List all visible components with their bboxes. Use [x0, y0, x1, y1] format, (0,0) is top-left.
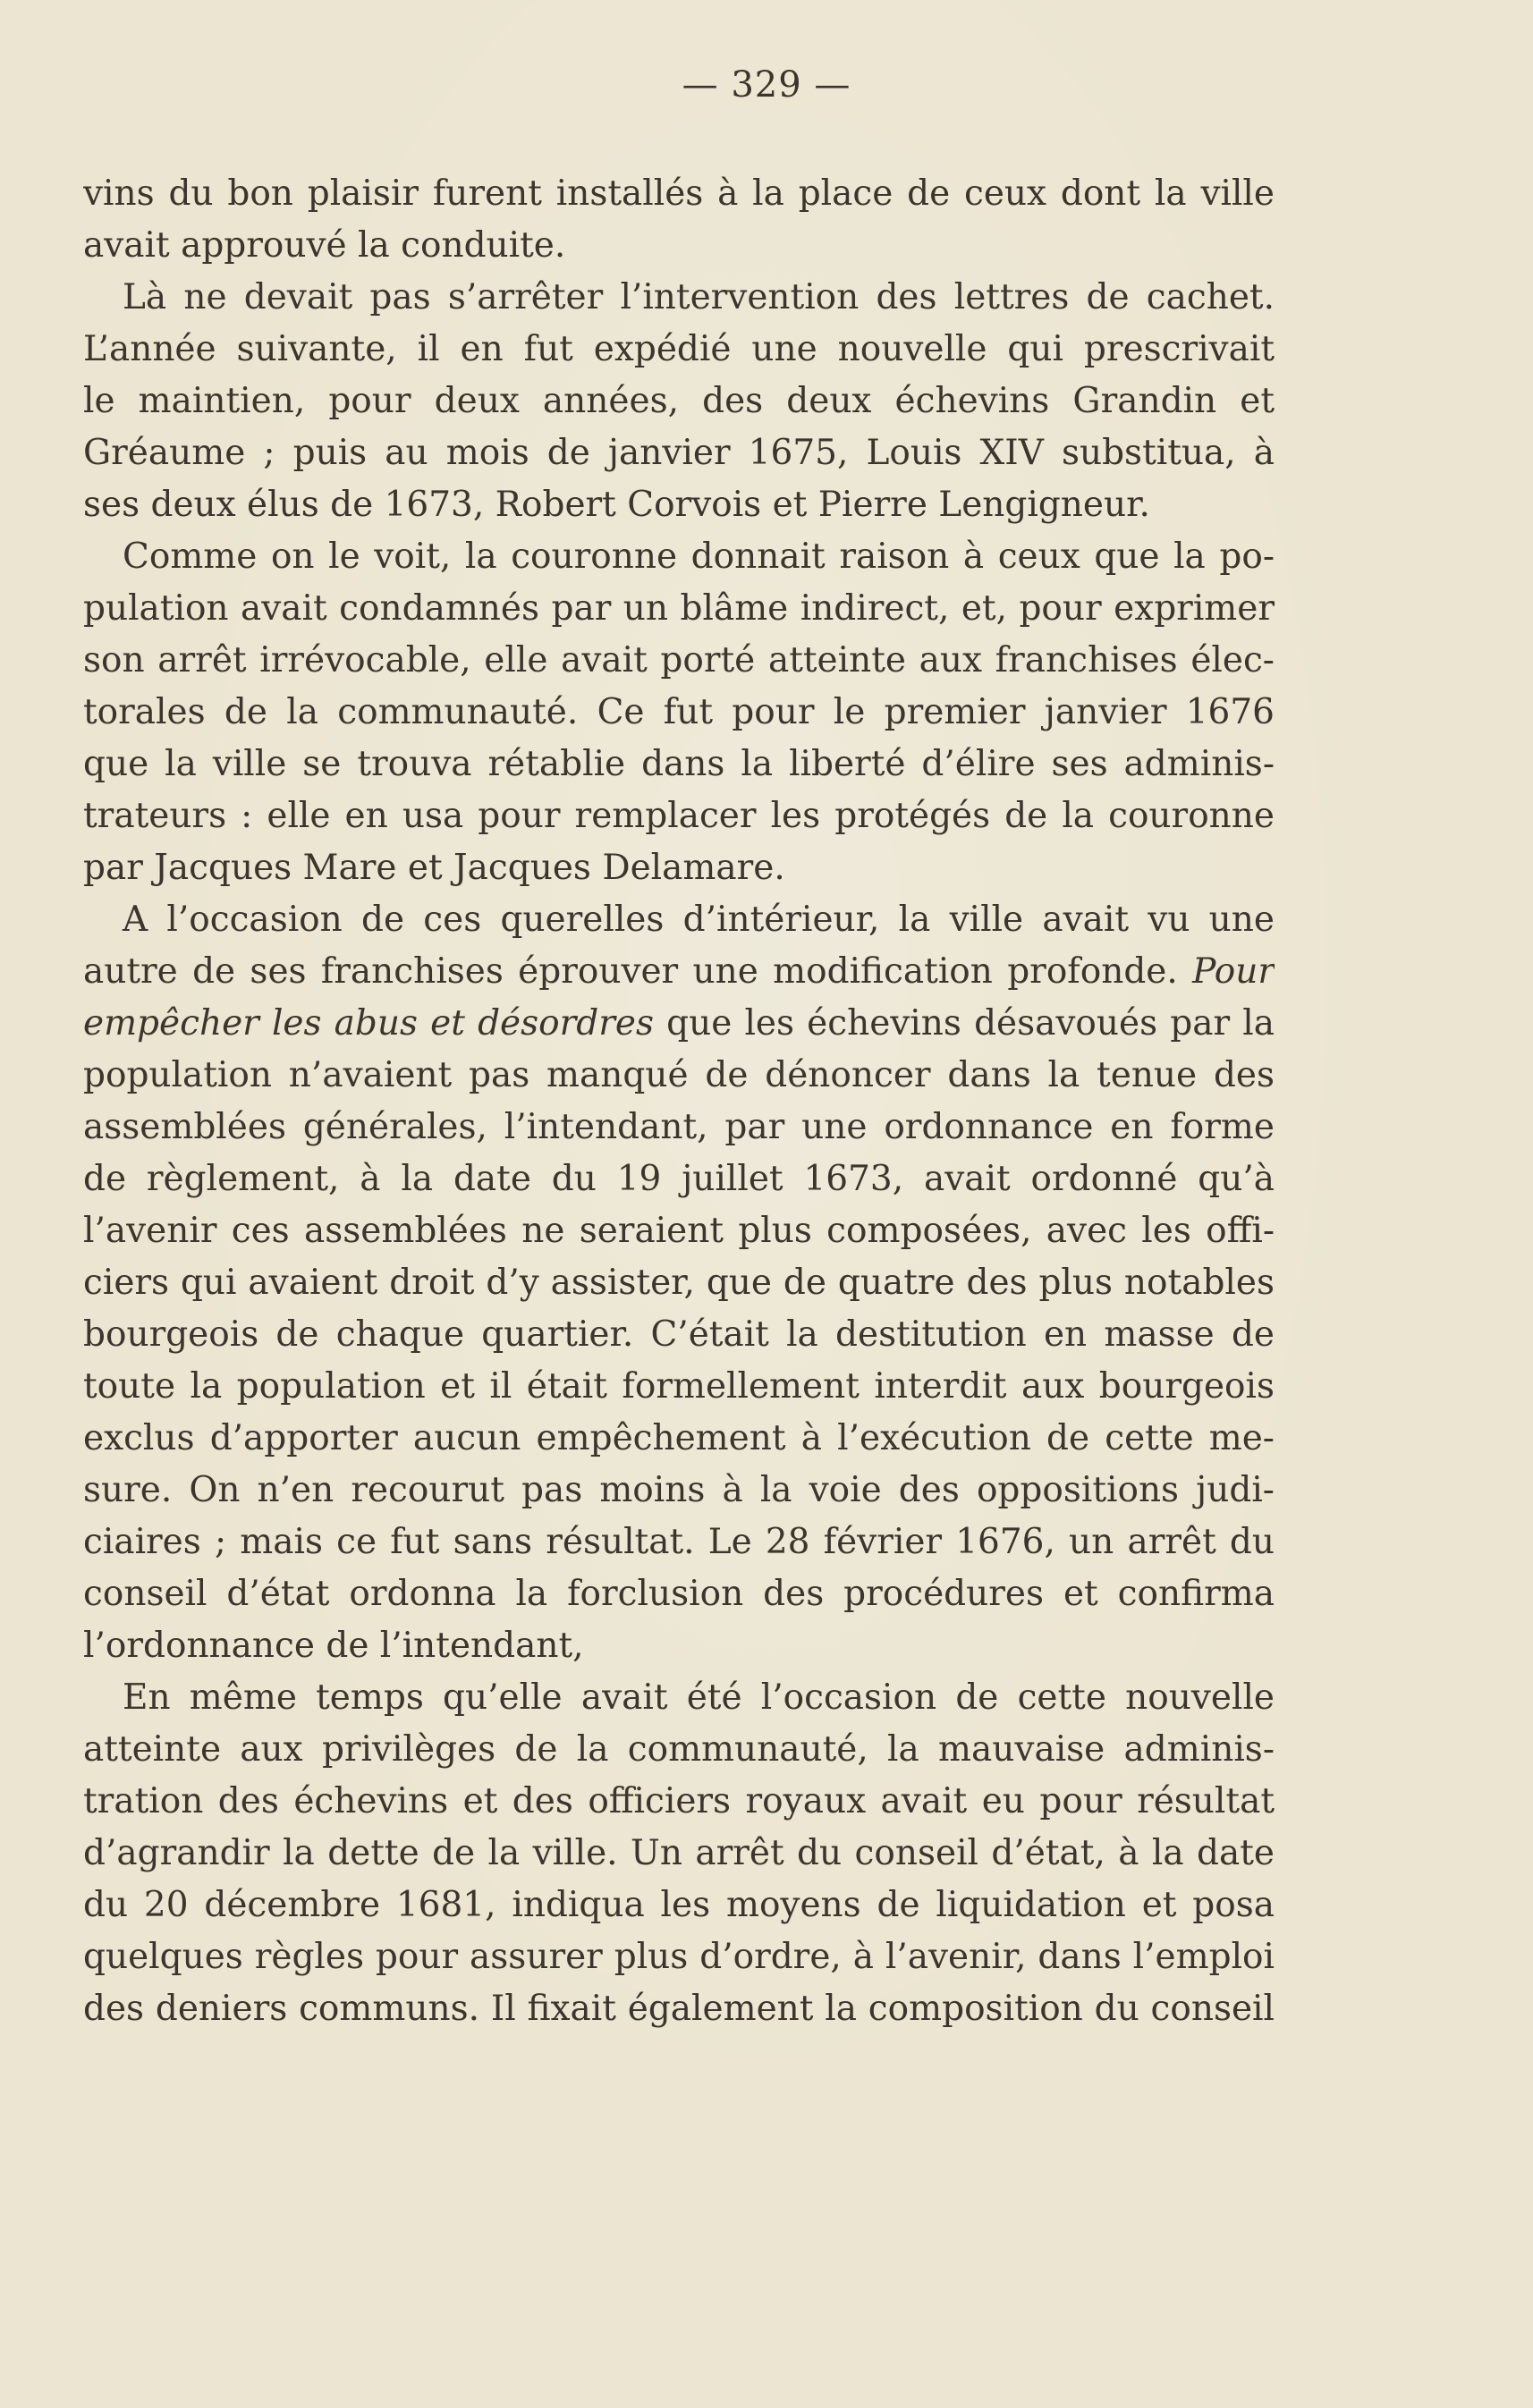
text-line: atteinte aux privilèges de la communauté, la mauvaise adminis-: [83, 1729, 1275, 1770]
italic-text-run: empêcher les abus et désordres: [83, 1003, 654, 1043]
text-line: ciers qui avaient droit d’y assister, que de quatre des plus notables: [83, 1263, 1275, 1303]
italic-text-run: Pour: [1192, 951, 1275, 992]
paragraph-start-line: Là ne devait pas s’arrêter l’intervention des lettres de cachet.: [123, 277, 1275, 317]
text-line: toute la population et il était formellement interdit aux bourgeois: [83, 1366, 1275, 1407]
text-line: [83, 946, 1275, 998]
text-line: [83, 998, 1275, 1050]
text-line: que la ville se trouva rétablie dans la liberté d’élire ses adminis-: [83, 744, 1275, 784]
text-run: A l’occasion de ces querelles d’intérieur, la ville avait vu une: [123, 900, 1275, 940]
text-line: par Jacques Mare et Jacques Delamare.: [83, 848, 785, 888]
text-line: L’année suivante, il en fut expédié une nouvelle qui prescrivait: [83, 329, 1275, 369]
text-run: autre de ses franchises éprouver une modification profonde.: [83, 951, 1193, 992]
text-line: pulation avait condamnés par un blâme indirect, et, pour exprimer: [83, 588, 1275, 629]
text-line: l’avenir ces assemblées ne seraient plus composées, avec les offi-: [83, 1211, 1275, 1251]
text-line: torales de la communauté. Ce fut pour le premier janvier 1676: [83, 692, 1275, 732]
text-line: quelques règles pour assurer plus d’ordre, à l’avenir, dans l’emploi: [83, 1937, 1275, 1977]
text-line: ciaires ; mais ce fut sans résultat. Le 28 février 1676, un arrêt du: [83, 1522, 1275, 1562]
text-line: conseil d’état ordonna la forclusion des procédures et confirma: [83, 1574, 1275, 1614]
text-line: bourgeois de chaque quartier. C’était la destitution en masse de: [83, 1314, 1275, 1355]
text-line: du 20 décembre 1681, indiqua les moyens de liquidation et posa: [83, 1885, 1275, 1925]
text-line: trateurs : elle en usa pour remplacer les protégés de la couronne: [83, 796, 1275, 836]
text-run: que les échevins désavoués par la: [653, 1003, 1275, 1043]
paragraph-start-line: Comme on le voit, la couronne donnait raison à ceux que la po-: [123, 537, 1275, 577]
body-text: [83, 168, 1275, 2035]
page-number: — 329 —: [682, 64, 851, 106]
text-line: sure. On n’en recourut pas moins à la voie des oppositions judi-: [83, 1470, 1275, 1510]
text-line: avait approuvé la conduite.: [83, 225, 566, 266]
text-line: d’agrandir la dette de la ville. Un arrêt du conseil d’état, à la date: [83, 1833, 1275, 1873]
text-line: population n’avaient pas manqué de dénoncer dans la tenue des: [83, 1055, 1275, 1095]
text-line: assemblées générales, l’intendant, par une ordonnance en forme: [83, 1107, 1275, 1147]
text-line: des deniers communs. Il fixait également la composition du conseil: [83, 1989, 1275, 2029]
text-line: vins du bon plaisir furent installés à la place de ceux dont la ville: [83, 173, 1275, 214]
paragraph-start-line: En même temps qu’elle avait été l’occasion de cette nouvelle: [123, 1677, 1275, 1718]
paragraph-start-line: [83, 894, 1275, 946]
text-line: ses deux élus de 1673, Robert Corvois et Pierre Lengigneur.: [83, 485, 1150, 525]
text-line: son arrêt irrévocable, elle avait porté atteinte aux franchises élec-: [83, 640, 1275, 680]
text-line: l’ordonnance de l’intendant,: [83, 1626, 584, 1666]
text-line: Gréaume ; puis au mois de janvier 1675, Louis XIV substitua, à: [83, 433, 1275, 473]
text-line: le maintien, pour deux années, des deux échevins Grandin et: [83, 381, 1275, 421]
text-line: de règlement, à la date du 19 juillet 1673, avait ordonné qu’à: [83, 1159, 1275, 1199]
text-line: exclus d’apporter aucun empêchement à l’exécution de cette me-: [83, 1418, 1275, 1458]
text-line: tration des échevins et des officiers royaux avait eu pour résultat: [83, 1781, 1275, 1821]
